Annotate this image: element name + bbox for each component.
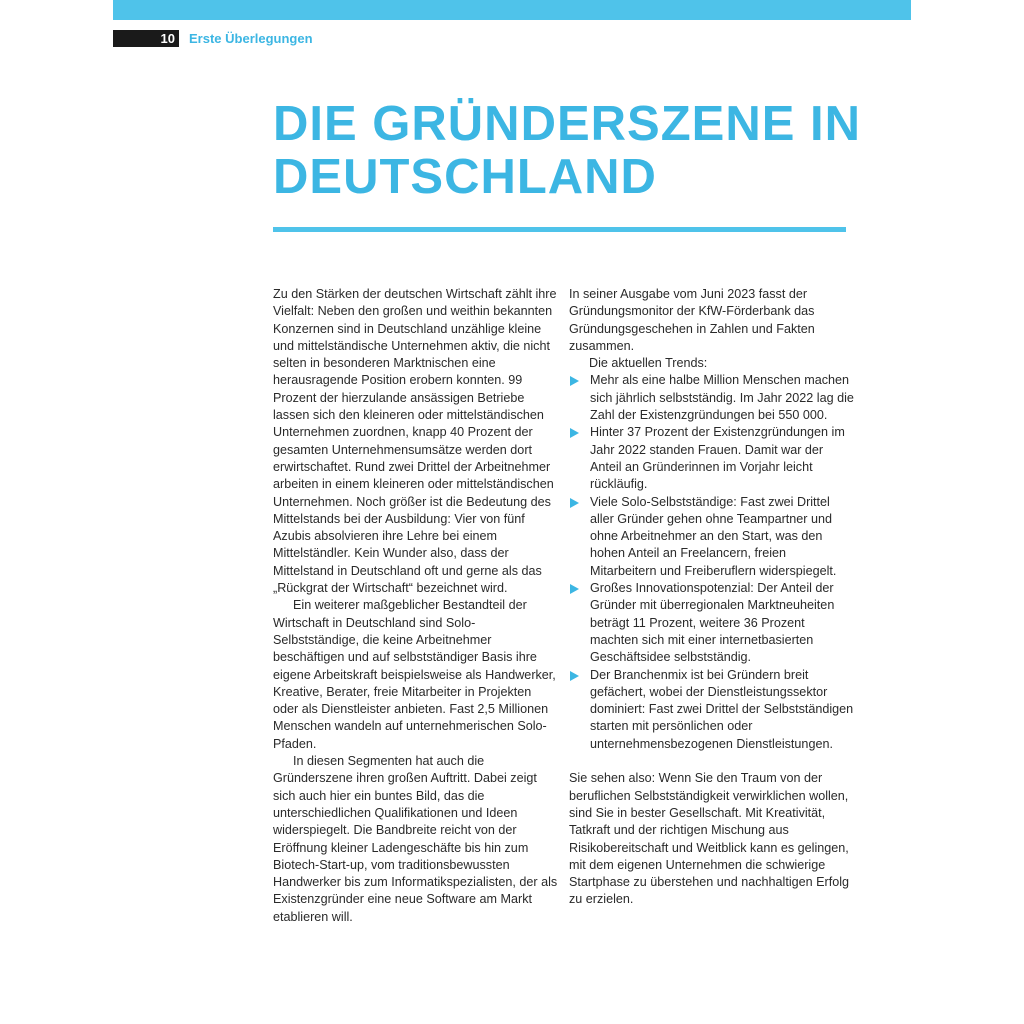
trends-list <box>569 372 854 753</box>
trend-text: Hinter 37 Prozent der Existenzgründungen im Jahr 2022 standen Frauen. Damit war der Anteil an Gründerinnen im Vorjahr leicht rückläufig. <box>590 425 845 492</box>
trend-text: Der Branchenmix ist bei Gründern breit gefächert, wobei der Dienstleistungssektor dominiert: Fast zwei Drittel der Selbstständigen starten mit persönlichen oder unternehmensbezogenen Dienstleistungen. <box>590 667 854 751</box>
trend-text: Viele Solo-Selbstständige: Fast zwei Drittel aller Gründer gehen ohne Teampartner und ohne Arbeitnehmer an den Start, was den hohen Anteil an Freelancern, freien Mitarbeitern und Freiberuflern widerspiegelt. <box>590 494 837 578</box>
running-head-section: Erste Überlegungen <box>189 31 313 46</box>
paragraph-solo-selbststaendige: Ein weiterer maßgeblicher Bestandteil der Wirtschaft in Deutschland sind Solo-Selbstständige, die keine Arbeitnehmer beschäftigen und auf selbstständiger Basis ihre eigene Arbeitskraft beispielsweise als Handwerker, Kreative, Berater, freie Mitarbeiter in Projekten oder als Dienstleister anbieten. Fast 2,5 Millionen Menschen wandeln auf unternehmerischen Solo-Pfaden. <box>273 598 556 751</box>
paragraph-intro: Zu den Stärken der deutschen Wirtschaft zählt ihre Vielfalt: Neben den großen und weithin bekannten Konzernen sind in Deutschland unzählige kleine und mittelständische Unternehmen aktiv, die nicht selten in besonderen Marktnischen eine herausragende Position erobern konnten. 99 Prozent der hierzulande ansässigen Betriebe lassen sich den kleineren oder mittelständischen Unternehmen zuordnen, knapp 40 Prozent der gesamten Unternehmensumsätze werden dort erwirtschaftet. Rund zwei Drittel der Arbeitnehmer arbeiten in einem kleineren oder mittelständischen Unternehmen. Noch größer ist die Bedeutung des Mittelstands bei der Ausbildung: Vier von fünf Azubis absolvieren ihre Lehre bei einem Mittelständler. Kein Wunder also, dass der Mittelstand in Deutschland oft und gerne als das „Rückgrat der Wirtschaft“ bezeichnet wird. <box>273 287 557 596</box>
triangle-right-icon <box>570 584 579 594</box>
right-column <box>569 286 854 909</box>
trend-item <box>569 372 854 424</box>
trends-label: Die aktuellen Trends: <box>589 356 708 371</box>
trend-item <box>569 494 854 580</box>
trend-text: Großes Innovationspotenzial: Der Anteil der Gründer mit überregionalen Marktneuheiten beträgt 11 Prozent, weitere 36 Prozent machten sich mit einer internetbasierten Geschäftsidee selbstständig. <box>590 581 835 665</box>
trend-item <box>569 424 854 493</box>
trend-item <box>569 667 854 753</box>
triangle-right-icon <box>570 376 579 386</box>
top-accent-bar <box>113 0 911 20</box>
page-number-box <box>113 30 179 47</box>
trend-item <box>569 580 854 666</box>
left-column <box>273 286 558 926</box>
page-number: 10 <box>160 31 175 46</box>
paragraph-gruenderszene: In diesen Segmenten hat auch die Gründerszene ihren großen Auftritt. Dabei zeigt sich auch hier ein buntes Bild, das die unterschiedlichen Qualifikationen und Ideen widerspiegelt. Die Bandbreite reicht von der Eröffnung kleiner Ladengeschäfte bis hin zum Biotech-Start-up, vom traditionsbewussten Handwerker bis zum Informatikspezialisten, der als Existenzgründer eine neue Software am Markt etablieren will. <box>273 754 558 924</box>
paragraph-closing: Sie sehen also: Wenn Sie den Traum von der beruflichen Selbstständigkeit verwirklichen wollen, sind Sie in bester Gesellschaft. Mit Kreativität, Tatkraft und der richtigen Mischung aus Risikobereitschaft und Weitblick kann es gelingen, mit dem eigenen Unternehmen die schwierige Startphase zu überstehen und nachhaltigen Erfolg zu erzielen. <box>569 771 850 907</box>
triangle-right-icon <box>570 671 579 681</box>
paragraph-gruendungsmonitor: In seiner Ausgabe vom Juni 2023 fasst der Gründungsmonitor der KfW-Förderbank das Gründungsgeschehen in Zahlen und Fakten zusammen. <box>569 287 815 353</box>
title-underline <box>273 227 846 232</box>
triangle-right-icon <box>570 428 579 438</box>
triangle-right-icon <box>570 498 579 508</box>
page-title: DIE GRÜNDERSZENE IN DEUTSCHLAND <box>273 97 862 204</box>
trend-text: Mehr als eine halbe Million Menschen machen sich jährlich selbstständig. Im Jahr 2022 lag die Zahl der Existenzgründungen bei 550 000. <box>590 373 854 423</box>
